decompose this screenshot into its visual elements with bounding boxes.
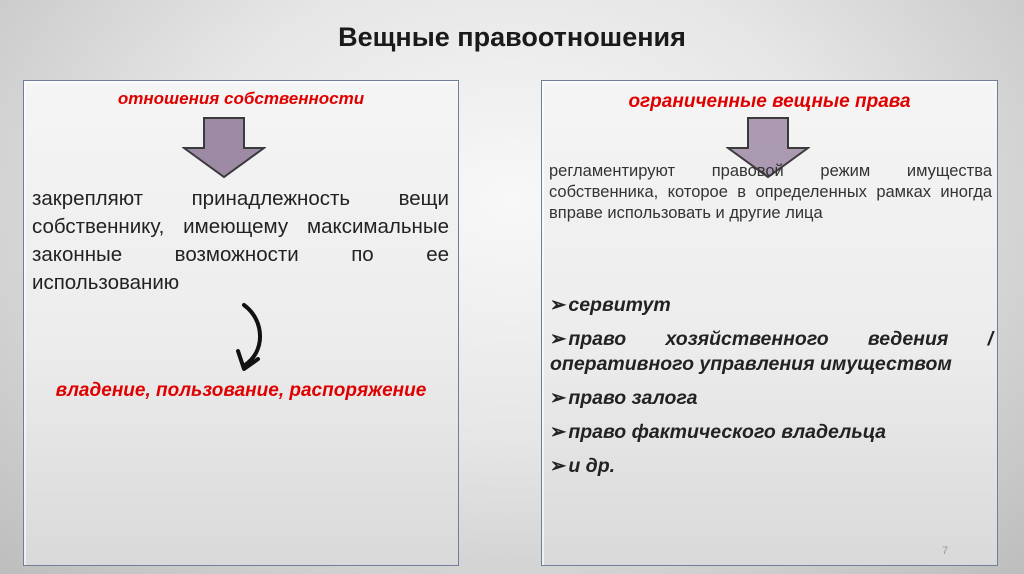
list-item xyxy=(550,420,993,445)
right-panel xyxy=(541,80,998,566)
list-item xyxy=(550,454,993,479)
left-result: владение, пользование, распоряжение xyxy=(55,380,427,401)
bullet-arrow-icon: ➢ xyxy=(550,421,567,443)
bullet-arrow-icon: ➢ xyxy=(550,294,567,316)
left-description: закрепляют принадлежность вещи собственнику, имеющему максимальные законные возможности по ее использованию xyxy=(32,187,449,294)
bullet-arrow-icon: ➢ xyxy=(550,328,567,350)
slide-title: Вещные правоотношения xyxy=(338,22,686,52)
list-item xyxy=(550,327,993,377)
left-panel xyxy=(23,80,459,566)
list-item xyxy=(550,293,993,318)
list-item-label: право фактического владельца xyxy=(568,421,886,443)
list-item-label: право хозяйственного ведения /оперативного управления имуществом xyxy=(550,328,993,375)
list-item-label: сервитут xyxy=(568,294,671,316)
left-heading: отношения собственности xyxy=(117,89,365,108)
right-heading: ограниченные вещные права xyxy=(628,91,911,112)
bullet-arrow-icon: ➢ xyxy=(550,387,567,409)
list-item-label: и др. xyxy=(568,455,616,477)
rights-list xyxy=(550,293,993,488)
list-item-label: право залога xyxy=(568,387,698,409)
right-description: регламентируют правовой режим имущества собственника, которое в определенных рамках иногда вправе использовать и другие лица xyxy=(549,162,992,222)
down-arrow-icon xyxy=(182,117,266,179)
curved-arrow-icon xyxy=(230,301,274,375)
page-number: 7 xyxy=(942,545,949,557)
bullet-arrow-icon: ➢ xyxy=(550,455,567,477)
list-item xyxy=(550,386,993,411)
